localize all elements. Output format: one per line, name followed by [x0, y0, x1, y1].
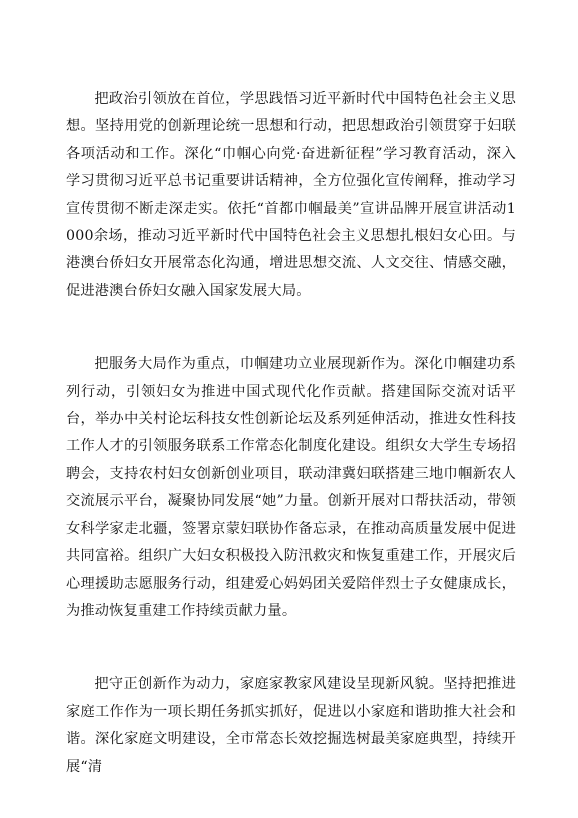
paragraph-political-guidance: 把政治引领放在首位，学思践悟习近平新时代中国特色社会主义思想。坚持用党的创新理论统一思想和行动，把思想政治引领贯穿于妇联各项活动和工作。深化“巾帼心向党·奋进新征程”学习教育活动，深入学习贯彻习近平总书记重要讲话精神，全方位强化宣传阐释，推动学习宣传贯彻不断走深走实。依托“首都巾帼最美”宣讲品牌开展宣讲活动1000余场，推动习近平新时代中国特色社会主义思想扎根妇女心田。与港澳台侨妇女开展常态化沟通，增进思想交流、人文交往、情感交融，促进港澳台侨妇女融入国家发展大局。: [66, 91, 516, 299]
paragraph-service-overall: 把服务大局作为重点，巾帼建功立业展现新作为。深化巾帼建功系列行动，引领妇女为推进中国式现代化作贡献。搭建国际交流对话平台，举办中关村论坛科技女性创新论坛及系列延伸活动，推进女性科技工作人才的引领服务联系工作常态化制度化建设。组织女大学生专场招聘会，支持农村妇女创新创业项目，联动津冀妇联搭建三地巾帼新农人交流展示平台，凝聚协同发展“她”力量。创新开展对口帮扶活动，带领女科学家走北疆，签署京蒙妇联协作备忘录，在推动高质量发展中促进共同富裕。组织广大妇女积极投入防汛救灾和恢复重建工作，开展灾后心理援助志愿服务行动，组建爱心妈妈团关爱陪伴烈士子女健康成长，为推动恢复重建工作持续贡献力量。: [66, 356, 516, 619]
document-body: [66, 86, 516, 781]
paragraph-family-building: 把守正创新作为动力，家庭家教家风建设呈现新风貌。坚持把推进家庭工作作为一项长期任务抓实抓好，促进以小家庭和谐助推大社会和谐。深化家庭文明建设，全市常态长效挖掘选树最美家庭典型，持续开展“清: [66, 676, 516, 775]
